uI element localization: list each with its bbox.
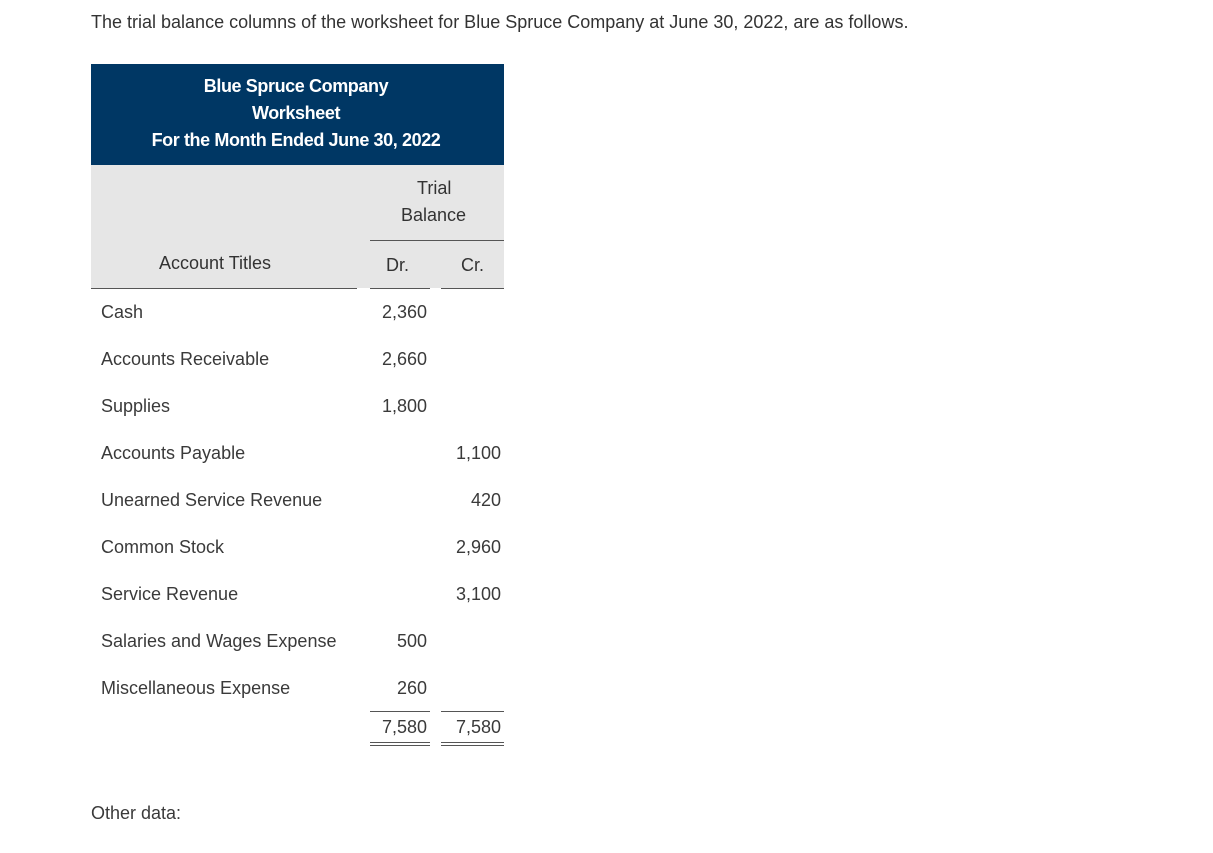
cr-double-rule-2 bbox=[441, 745, 504, 746]
account-title: Supplies bbox=[101, 396, 171, 416]
dr-double-rule-1 bbox=[370, 742, 430, 743]
trial-balance-underline bbox=[370, 240, 504, 241]
intro-text: The trial balance columns of the worksheet for Blue Spruce Company at June 30, 2022, are as follows. bbox=[91, 12, 909, 32]
account-title: Salaries and Wages Expense bbox=[101, 631, 337, 651]
account-titles-header: Account Titles bbox=[159, 253, 272, 273]
account-title: Accounts Payable bbox=[101, 443, 246, 463]
credit-amount: 420 bbox=[470, 490, 501, 510]
worksheet-period: For the Month Ended June 30, 2022 bbox=[151, 130, 441, 150]
account-title: Miscellaneous Expense bbox=[101, 678, 291, 698]
credit-total: 7,580 bbox=[455, 717, 501, 737]
cr-column-header: Cr. bbox=[461, 255, 485, 275]
cr-total-rule bbox=[441, 711, 504, 712]
worksheet-title: Worksheet bbox=[251, 103, 341, 123]
trial-balance-header-line1: Trial bbox=[417, 178, 452, 198]
debit-amount: 1,800 bbox=[381, 396, 427, 416]
debit-amount: 260 bbox=[396, 678, 427, 698]
debit-total: 7,580 bbox=[381, 717, 427, 737]
trial-balance-header-line2: Balance bbox=[401, 205, 467, 225]
account-title: Accounts Receivable bbox=[101, 349, 270, 369]
account-title: Service Revenue bbox=[101, 584, 239, 604]
debit-amount: 2,360 bbox=[381, 302, 427, 322]
cr-double-rule-1 bbox=[441, 742, 504, 743]
credit-amount: 1,100 bbox=[455, 443, 501, 463]
dr-header-underline bbox=[370, 288, 430, 289]
account-title: Unearned Service Revenue bbox=[101, 490, 323, 510]
dr-column-header: Dr. bbox=[386, 255, 410, 275]
other-data-label: Other data: bbox=[91, 803, 182, 823]
dr-double-rule-2 bbox=[370, 745, 430, 746]
credit-amount: 2,960 bbox=[455, 537, 501, 557]
cr-header-underline bbox=[441, 288, 504, 289]
worksheet-header bbox=[91, 64, 504, 165]
account-title: Common Stock bbox=[101, 537, 225, 557]
debit-amount: 500 bbox=[396, 631, 427, 651]
company-name: Blue Spruce Company bbox=[203, 76, 389, 96]
worksheet-table bbox=[91, 64, 504, 737]
account-title: Cash bbox=[101, 302, 144, 322]
dr-total-rule bbox=[370, 711, 430, 712]
account-titles-underline bbox=[91, 288, 357, 289]
credit-amount: 3,100 bbox=[455, 584, 501, 604]
debit-amount: 2,660 bbox=[381, 349, 427, 369]
